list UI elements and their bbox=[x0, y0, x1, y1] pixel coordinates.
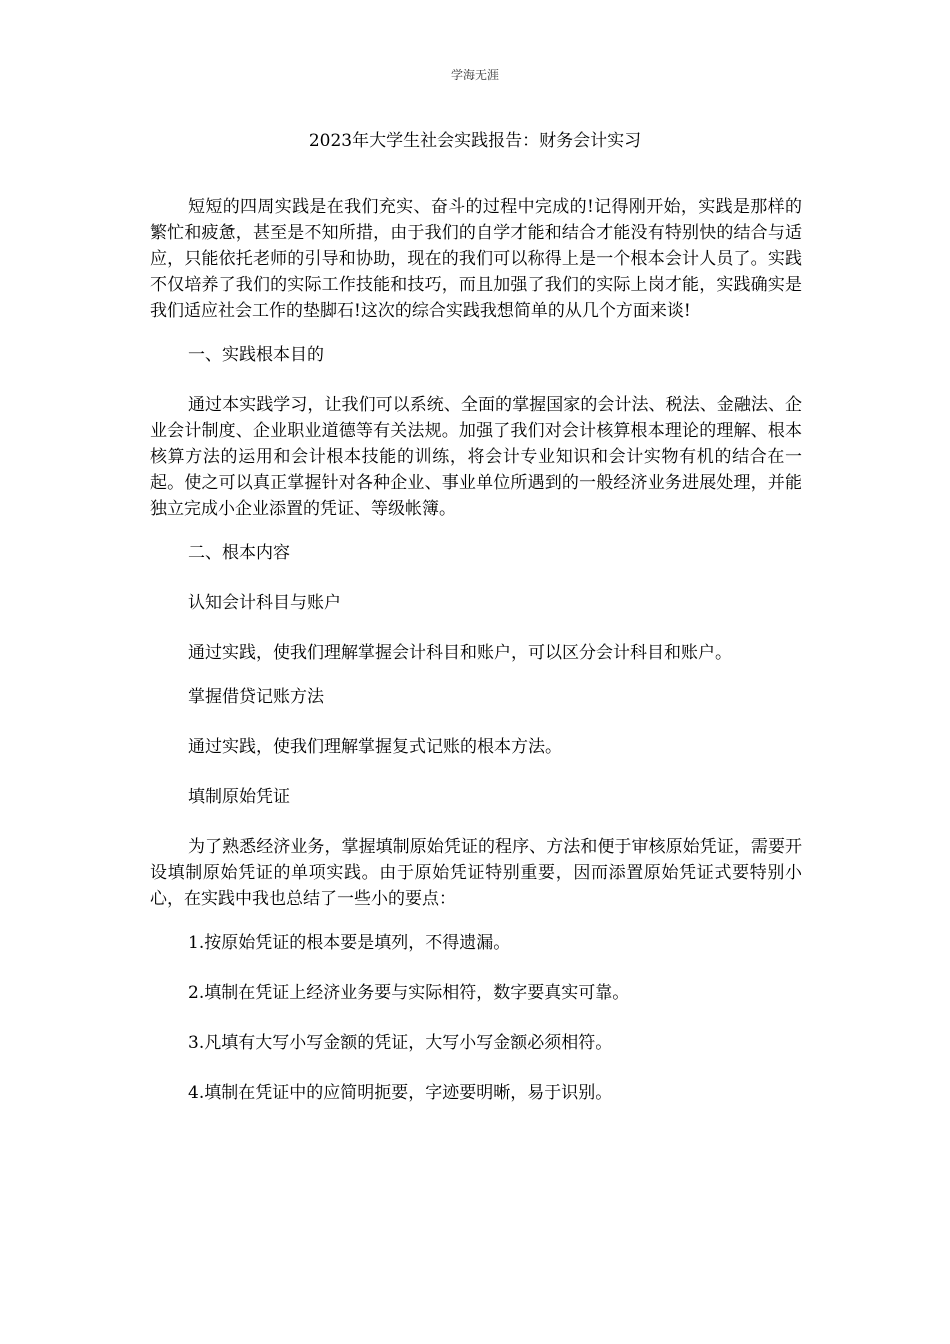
page-header: 学海无涯 bbox=[450, 68, 499, 82]
list-item: 3.凡填有大写小写金额的凭证，大写小写金额必须相符。 bbox=[188, 1033, 613, 1053]
document-body bbox=[150, 194, 802, 1130]
list-item: 2.填制在凭证上经济业务要与实际相符，数字要真实可靠。 bbox=[188, 983, 630, 1003]
section-heading: 二、根本内容 bbox=[188, 543, 290, 563]
subsection-heading: 认知会计科目与账户 bbox=[188, 593, 341, 613]
document-title: 2023年大学生社会实践报告：财务会计实习 bbox=[308, 131, 642, 151]
subsection-heading: 掌握借贷记账方法 bbox=[188, 687, 324, 707]
list-item: 4.填制在凭证中的应简明扼要，字迹要明晰，易于识别。 bbox=[188, 1083, 613, 1103]
list-item: 1.按原始凭证的根本要是填列，不得遗漏。 bbox=[188, 933, 511, 953]
subsection-heading: 填制原始凭证 bbox=[188, 787, 290, 807]
body-paragraph: 通过本实践学习，让我们可以系统、全面的掌握国家的会计法、税法、金融法、企业会计制度、企业职业道德等有关法规。加强了我们对会计核算根本理论的理解、根本核算方法的运用和会计根本技能的训练，将会计专业知识和会计实物有机的结合在一起。使之可以真正掌握针对各种企业、事业单位所遇到的一般经济业务进展处理，并能独立完成小企业添置的凭证、等级帐簿。 bbox=[150, 395, 802, 519]
section-heading: 一、实践根本目的 bbox=[188, 345, 324, 365]
body-paragraph: 为了熟悉经济业务，掌握填制原始凭证的程序、方法和便于审核原始凭证，需要开设填制原始凭证的单项实践。由于原始凭证特别重要，因而添置原始凭证式要特别小心，在实践中我也总结了一些小的要点： bbox=[150, 837, 802, 909]
body-paragraph: 通过实践，使我们理解掌握复式记账的根本方法。 bbox=[188, 737, 562, 757]
intro-paragraph: 短短的四周实践是在我们充实、奋斗的过程中完成的!记得刚开始，实践是那样的繁忙和疲惫，甚至是不知所措，由于我们的自学才能和结合才能没有特别快的结合与适应，只能依托老师的引导和协助，现在的我们可以称得上是一个根本会计人员了。实践不仅培养了我们的实际工作技能和技巧，而且加强了我们的实际上岗才能，实践确实是我们适应社会工作的垫脚石!这次的综合实践我想简单的从几个方面来谈! bbox=[150, 197, 802, 321]
body-paragraph: 通过实践，使我们理解掌握会计科目和账户，可以区分会计科目和账户。 bbox=[188, 643, 732, 663]
